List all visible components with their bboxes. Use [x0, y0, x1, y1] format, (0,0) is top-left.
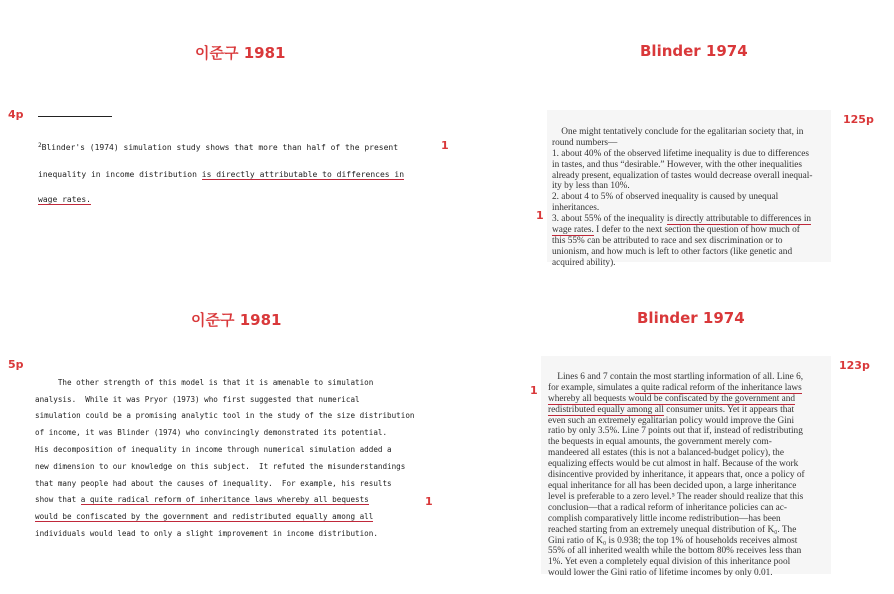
footnote-line-2 [38, 171, 404, 180]
page-label-125p: 125p [843, 113, 874, 126]
b125-line-8: inheritances. [552, 203, 600, 214]
title-top-right: Blinder 1974 [640, 42, 748, 60]
lj5-line-5: His decomposition of inequality in income through numerical simulation added a [35, 444, 392, 454]
b125-line-2: round numbers— [552, 137, 618, 148]
marker-bottom-right: 1 [530, 384, 538, 397]
b123-line-16: Gini ratio of K₀ is 0.938; the top 1% of households receives almost [548, 535, 798, 546]
b125-line-5: already present, equalization of tastes would decrease overall inequal- [552, 170, 813, 181]
leejungu-5p-text [35, 358, 414, 560]
b123-line-3 [548, 394, 805, 405]
blinder-125-text [552, 116, 812, 280]
lj5-line-9 [35, 509, 414, 526]
b125-line-10-b: I defer to the next section the question of how much of [593, 225, 800, 236]
footnote-line-1 [38, 144, 404, 154]
b123-line-5: even such an extremely egalitarian policy would improve the Gini [548, 415, 795, 426]
title-top-left: 이준구 1981 [195, 44, 286, 62]
lj5-line-3: simulation could be a promising analytic tool in the study of the size distribution [35, 411, 415, 421]
footnote-highlight-a: is directly attributable to differences in [201, 169, 405, 179]
b123-line-18: 1%. Yet even a completely equal division of this inheritance pool [548, 557, 791, 568]
b123-line-6: ratio by only 3.5%. Line 7 points out that if, instead of redistributing [548, 426, 803, 437]
b123-line-11: equal inheritance for all has been decided upon, a large inheritance [548, 480, 797, 491]
page-label-5p: 5p [8, 358, 24, 371]
b123-line-4-b: consumer units. Yet it appears that [663, 404, 795, 415]
lj5-line-1: The other strength of this model is that it is amenable to simulation [35, 377, 374, 387]
b123-line-19: would lower the Gini ratio of lifetime incomes by only 0.01. [548, 568, 773, 579]
page-label-4p: 4p [8, 108, 24, 121]
b125-line-6: ity by less than 10%. [552, 181, 630, 192]
b125-line-4: in tastes, and thus “desirable.” However, with the other inequalities [552, 159, 803, 170]
b125-highlight-a: is directly attributable to differences in [666, 214, 812, 225]
b123-line-15: reached starting from an extremely unequal distribution of K₀. The [548, 524, 797, 535]
b123-line-12: level is preferable to a zero level.⁵ The reader should realize that this [548, 491, 804, 502]
b125-line-11: this 55% can be attributed to race and sex discrimination or to [552, 235, 783, 246]
b125-line-1: One might tentatively conclude for the egalitarian society that, in [552, 126, 804, 137]
lj5-line-6: new dimension to our knowledge on this subject. It refuted the misunderstandings [35, 461, 406, 471]
footnote-line-3 [38, 196, 404, 205]
b125-line-13: acquired ability). [552, 257, 616, 268]
page-label-123p: 123p [839, 359, 870, 372]
b123-highlight-a: a quite radical reform of the inheritance laws [634, 382, 802, 393]
marker-top-left: 1 [441, 139, 449, 152]
footnote-block [38, 127, 404, 213]
b125-line-10 [552, 225, 812, 236]
b123-line-13: conclusion—that a radical reform of inheritance policies can ac- [548, 502, 788, 513]
b123-line-7: the bequests in equal amounts, the government merely com- [548, 437, 772, 448]
b123-line-9: equalizing effects would be cut almost in half. Because of the work [548, 459, 799, 470]
footnote-rule [38, 116, 112, 117]
lj5-highlight-b: would be confiscated by the government and redistributed equally among all [35, 512, 374, 522]
b125-line-9-a: 3. about 55% of the inequality [552, 214, 667, 225]
lj5-line-4: of income, it was Blinder (1974) who convincingly demonstrated its potential. [35, 428, 388, 438]
lj5-line-8-a: show that [35, 495, 81, 505]
b123-line-2 [548, 383, 805, 394]
lj5-line-8 [35, 492, 414, 509]
marker-bottom-left: 1 [425, 495, 433, 508]
b125-line-3: 1. about 40% of the observed lifetime inequality is due to differences [552, 148, 809, 159]
b123-line-4 [548, 405, 805, 416]
b125-line-7: 2. about 4 to 5% of observed inequality is caused by unequal [552, 192, 779, 203]
lj5-line-10: individuals would lead to only a slight improvement in income distribution. [35, 528, 378, 538]
b123-line-8: mandeered all estates (this is not a balanced-budget policy), the [548, 448, 784, 459]
b123-line-1: Lines 6 and 7 contain the most startling information of all. Line 6, [548, 371, 804, 382]
lj5-line-7: that many people had about the causes of inequality. For example, his results [35, 478, 392, 488]
blinder-123-text [548, 361, 805, 590]
b125-line-9 [552, 214, 812, 225]
footnote-line-1-text: Blinder's (1974) simulation study shows that more than half of the present [41, 143, 399, 152]
b123-line-2-a: for example, simulates [548, 382, 635, 393]
lj5-highlight-a: a quite radical reform of inheritance laws whereby all bequests [80, 495, 369, 505]
b125-line-12: unionism, and how much is left to other factors (like genetic and [552, 246, 793, 257]
lj5-line-2: analysis. While it was Pryor (1973) who first suggested that numerical [35, 394, 360, 404]
footnote-highlight-b: wage rates. [38, 195, 91, 204]
b123-line-17: 55% of all inherited wealth while the bottom 80% receives less than [548, 546, 802, 557]
title-bottom-left: 이준구 1981 [191, 311, 282, 329]
footnote-line-2-a: inequality in income distribution [38, 169, 202, 179]
b123-highlight-b: whereby all bequests would be confiscated by the government and [548, 393, 796, 404]
b123-line-10: disincentive provided by inheritance, it appears that, once a policy of [548, 470, 805, 481]
b125-highlight-b: wage rates. [552, 225, 594, 236]
marker-top-right: 1 [536, 209, 544, 222]
b123-highlight-c: redistributed equally among all [548, 404, 664, 415]
footnote-mark: 2 [38, 142, 42, 149]
b123-line-14: complish comparatively little income redistribution—has been [548, 513, 781, 524]
title-bottom-right: Blinder 1974 [637, 309, 745, 327]
